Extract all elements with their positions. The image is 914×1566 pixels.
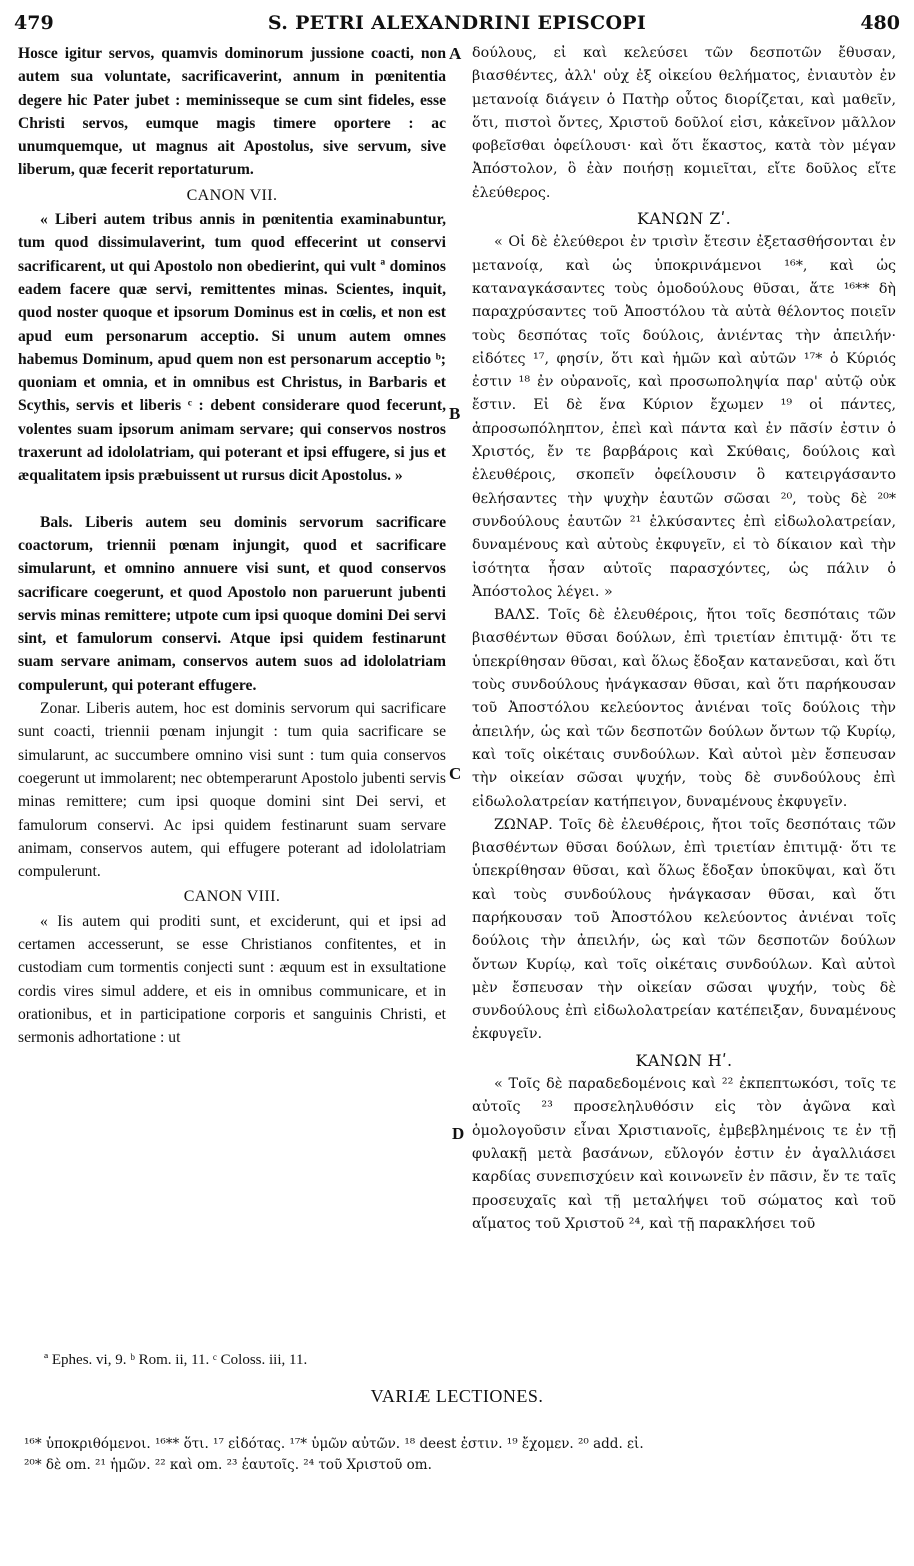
greek-canon8-title: ΚΑΝΩΝ Ηʹ. xyxy=(635,1050,733,1070)
latin-canon8-text: « Iis autem qui proditi sunt, et exciderunt, qui et ipsi ad certamen accesserunt, se esse Christianos confitentes, et in custodiam cum tormentis conjecti sunt : æquum est in exsultatione cordis vires simul addere, et eis in omnibus communicare, et in orationibus, et in participatione corporis et sanguinis Christi, et sermonis adhortatione : ut xyxy=(18,912,446,1047)
latin-zonaras-commentary: Zonar. Liberis autem, hoc est dominis servorum qui sacrificare sunt coacti, triennii pœnam injungit : tum quia sacrificare se simularunt, ac succumbere omnino visi sunt : tum quia conservos coegerunt ut immolarent; nec obtemperarunt Apostolo jubenti servis minas remittere; cum ipsi quoque domini sint Dei servi, et famulorum conservi. Ac ipsi quidem festinarunt suam servare animam, conservos autem, qui effugere poterant ad idololatriam compulerunt. xyxy=(18,700,446,881)
greek-column xyxy=(472,42,896,1372)
latin-balsamon-commentary: Bals. Liberis autem seu dominis servorum sacrificare coactorum, triennii pœnam injungit, quod et sacrificare simularunt, et omnino annuere visi sunt, et quod conservos sacrificare coegerunt, et quod Apostolo non paruerunt jubenti servis minas remittere; utpote cum ipsi quoque domini Dei servi sint, et famulorum conservi. Atque ipsi quidem festinarunt suam servare animam, conservos autem suos ad idololatriam compulerunt, qui poterant effugere. xyxy=(18,513,446,694)
variae-lectiones xyxy=(24,1434,896,1476)
greek-balsamon-commentary: ΒΑΛΣ. Τοῖς δὲ ἐλευθέροις, ἤτοι τοῖς δεσπόταις τῶν βιασθέντων θῦσαι δούλων, ἐπὶ τριετίαν ἐπιτιμᾷ· ὅτι τε ὑπεκρίθησαν θῦσαι, καὶ ὅλως ἔδοξαν κατανεῦσαι, καὶ ὅτι τοὺς συνδούλους ἠνάγκασαν θῦσαι, καὶ ὅτι παρήκουσαν τοῦ Ἀποστόλου κελεύοντος ἀνιέναι τοῖς δούλοις τὴν ἀπειλήν, ὡς καὶ τῶν δεσποτῶν δούλων ὄντων τῷ Κυρίῳ, καὶ τοῖς οἰκέταις συνδούλων. Καὶ αὐτοὶ μὲν ἔσπευσαν τὴν οἰκείαν σῶσαι ψυχήν, τοὺς δὲ συνδούλους ἐπὶ εἰδωλολατρείαν κατήπειγον, δυναμένους ἐκφυγεῖν. xyxy=(472,607,896,810)
margin-marker-b: B xyxy=(449,404,461,423)
greek-canon7-text: « Οἱ δὲ ἐλεύθεροι ἐν τρισὶν ἔτεσιν ἐξετασθήσονται ἐν μετανοίᾳ, καὶ ὡς ὑποκρινάμενοι ¹⁶*, καὶ ὡς καταναγκάσαντες τοὺς ὁμοδούλους θῦσαι, ἅτε ¹⁶** δὴ παραχρύσαντες τοῦ Ἀποστόλου τὰ αὐτὰ θέλοντος ποιεῖν τοὺς δεσπότας τοῖς δούλοις, ἀνιέντας τὴν ἀπειλήν· εἰδότες ¹⁷, φησίν, ὅτι καὶ ἡμῶν καὶ αὐτῶν ¹⁷* ὁ Κύριός ἐστιν ¹⁸ ἐν οὐρανοῖς, καὶ προσωποληψία παρ' αὐτῷ οὐκ ἔστιν. Εἰ δὲ ἕνα Κύριον ἔχωμεν ¹⁹ οἱ πάντες, ἀπροσωπόληπτον, ἐπεὶ καὶ πάντα καὶ ἐν πᾶσίν ἐστιν ὁ Χριστός, ἔν τε βαρβάροις καὶ Σκύθαις, δούλοις καὶ ἐλευθέροις, σκοπεῖν ὀφείλουσιν ὃ κατειργάσαντο θελήσαντες τὴν ψυχὴν ἑαυτῶν σῶσαι ²⁰, τοὺς δὲ ²⁰* συνδούλους ἑαυτῶν ²¹ ἑλκύσαντες ἐπὶ εἰδωλολατρείαν, δυναμένους καὶ αὐτοὺς ἐκφυγεῖν, εἰ τὸ δίκαιον καὶ τὴν ἰσότητα ἦσαν αὐτοῖς παρασχόντες, ὡς πάλιν ὁ Ἀπόστολος λέγει. » xyxy=(472,234,896,600)
greek-zonaras-commentary: ΖΩΝΑΡ. Τοῖς δὲ ἐλευθέροις, ἤτοι τοῖς δεσπόταις τῶν βιασθέντων θῦσαι δούλων, ἐπὶ τριετίαν ἐπιτιμᾷ· ὅτι τε ὑπεκρίθησαν θῦσαι, καὶ ὅλως ἔδοξαν ὑποκῦψαι, καὶ ὅτι καὶ τοὺς συνδούλους ἠνάγκασαν θῦσαι, καὶ ὅτι παρήκουσαν τοῦ Ἀποστόλου κελεύοντος ἀνιέναι τοῖς δούλοις τὴν ἀπειλήν, ὡς καὶ τῶν δεσποτῶν δούλων ὄντων Κυρίῳ, καὶ τοῖς οἰκέταις συνδούλων. Καὶ αὐτοὶ μὲν ἔσπευσαν τὴν οἰκείαν σῶσαι ψυχήν, τοὺς δὲ συνδούλους ἐπὶ εἰδωλολατρείαν κατέπειξαν, δυναμένους ἐκφυγεῖν. xyxy=(472,816,896,1043)
latin-canon7-title: CANON VII. xyxy=(186,186,278,204)
margin-marker-c: C xyxy=(449,764,462,783)
greek-canon7-title: ΚΑΝΩΝ Ζʹ. xyxy=(636,209,732,229)
margin-marker-d: D xyxy=(452,1124,465,1143)
running-title: S. PETRI ALEXANDRINI EPISCOPI xyxy=(267,12,647,34)
scripture-footnotes: ª Ephes. vi, 9. ᵇ Rom. ii, 11. ᶜ Coloss. iii, 11. xyxy=(44,1352,308,1368)
greek-intro: δούλους, εἰ καὶ κελεύσει τῶν δεσποτῶν ἔθυσαν, βιασθέντες, ἀλλ' οὐχ ἐξ οἰκείου θελήματος, ἐνιαυτὸν ἐν μετανοίᾳ διάγειν ὁ Πατὴρ οὗτος διορίζεται, καὶ μαθεῖν, ὅτι, πιστοὶ ὄντες, Χριστοῦ δοῦλοί εἰσι, κἀκεῖνον μᾶλλον φοβεῖσθαι ὀφείλουσι· καὶ ὅτι ἕκαστος, κατὰ τὸν μέγαν Ἀπόστολον, ὃ ἐὰν ποιήσῃ κομιεῖται, εἴτε δοῦλος εἴτε ἐλεύθερος. xyxy=(472,45,896,201)
variae-line-2: ²⁰* δὲ om. ²¹ ἡμῶν. ²² καὶ om. ²³ ἑαυτοῖς. ²⁴ τοῦ Χριστοῦ om. xyxy=(24,1457,432,1473)
page-header xyxy=(14,12,900,38)
margin-marker-a: A xyxy=(449,44,462,63)
latin-column xyxy=(18,42,446,1372)
variae-line-1: ¹⁶* ὑποκριθόμενοι. ¹⁶** ὅτι. ¹⁷ εἰδότας. ¹⁷* ὑμῶν αὐτῶν. ¹⁸ deest ἐστιν. ¹⁹ ἔχομεν. ²⁰ add. εἰ. xyxy=(24,1436,644,1452)
page-number-left: 479 xyxy=(14,12,54,34)
latin-intro: Hosce igitur servos, quamvis dominorum jussione coacti, non autem sua voluntate, sacrificaverint, annum in pœnitentia degere hic Pater jubet : meminisseque se cum sint fideles, esse Christi servos, eumque magis timere oportere : ac unumquemque, ut magnus ait Apostolus, sive servum, sive liberum, quæ fecerit reportaturum. xyxy=(18,45,446,179)
page-number-right: 480 xyxy=(860,12,900,34)
variae-lectiones-title: VARIÆ LECTIONES. xyxy=(370,1386,544,1406)
greek-canon8-text: « Τοῖς δὲ παραδεδομένοις καὶ ²² ἐκπεπτωκόσι, τοῖς τε αὐτοῖς ²³ προσεληλυθόσιν εἰς τὸν ἀγῶνα καὶ ὁμολογοῦσιν εἶναι Χριστιανοῖς, ἐμβεβλημένοις τε ἐν τῇ φυλακῇ μετὰ βασάνων, εὔλογόν ἐστιν ἐν ἀγαλλιάσει καρδίας συνεπισχύειν καὶ κοινωνεῖν ἐν πᾶσιν, ἔν τε ταῖς προσευχαῖς καὶ τῇ μεταλήψει τοῦ σώματος καὶ τοῦ αἵματος τοῦ Χριστοῦ ²⁴, καὶ τῇ παρακλήσει τοῦ xyxy=(472,1076,896,1232)
latin-canon8-title: CANON VIII. xyxy=(183,888,281,906)
latin-canon7-text: « Liberi autem tribus annis in pœnitentia examinabuntur, tum quod dissimulaverint, tum quod effecerint ut conservi sacrificarent, ut qui Apostolo non obedierint, qui vult ª dominos eadem facere quæ servi, remittentes minas. Scientes, inquit, quod noster quoque et ipsorum Dominus est in cœlis, et non est apud eum personarum acceptio. Si unum autem omnes habemus Dominum, apud quem non est personarum acceptio ᵇ; quoniam et omnia, et in omnibus est Christus, in Barbaris et Scythis, servis et liberis ᶜ : debent considerare quod fecerunt, volentes suam ipsorum animam servare; qui conservos nostros traxerunt ad idololatriam, qui poterant et ipsi effugere, si jus et æqualitatem ipsis præbuissent ut rursus dicit Apostolus. » xyxy=(18,211,446,485)
